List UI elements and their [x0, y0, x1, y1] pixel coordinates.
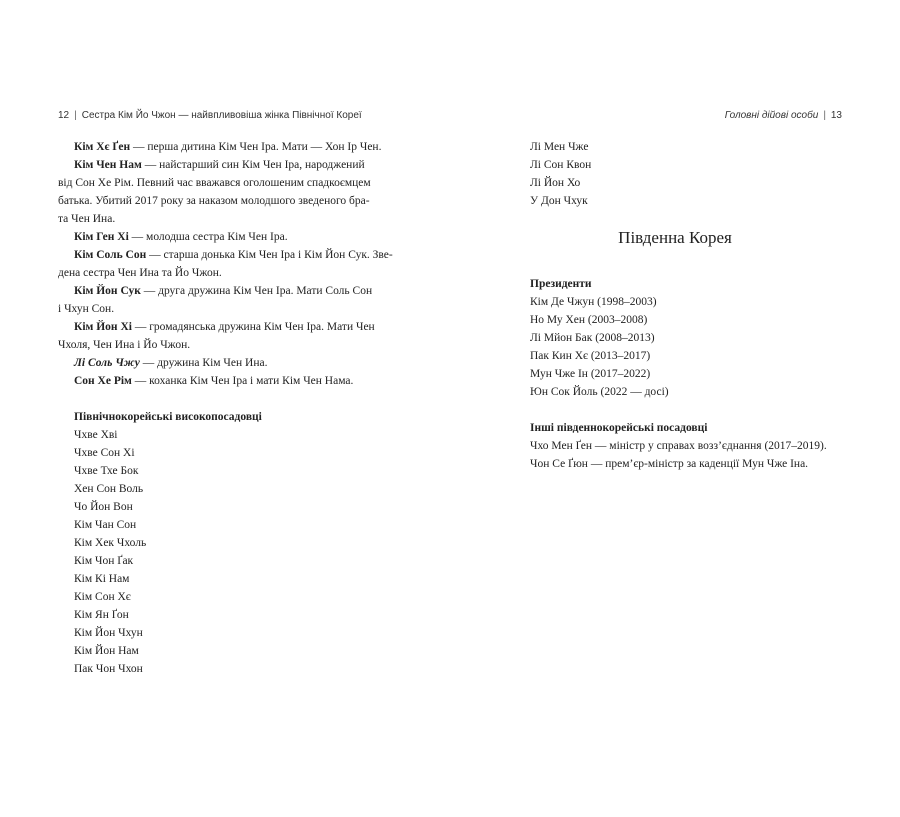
person-name: Кім Хє Ґен: [74, 141, 131, 153]
left-running-head: [58, 110, 362, 122]
person-description: — старша донька Кім Чен Іра і Кім Йон Сук. Зве-: [146, 249, 393, 261]
paragraph-continuation: батька. Убитий 2017 року за наказом молодшого зведеного бра-: [58, 195, 370, 207]
family-entry: [74, 356, 267, 370]
list-item: Чхо Мен Ґен — міністр у справах возз’єднання (2017–2019).: [530, 440, 827, 452]
family-entry: [74, 158, 365, 172]
person-name: Сон Хе Рім: [74, 375, 132, 387]
list-item: Чхве Сон Хі: [74, 447, 135, 459]
list-item: Кім Де Чжун (1998–2003): [530, 296, 657, 308]
person-name: Кім Соль Сон: [74, 249, 147, 261]
person-description: — друга дружина Кім Чен Іра. Мати Соль Сон: [140, 285, 373, 297]
list-item: Лі Йон Хо: [530, 177, 581, 189]
officials-heading: Північнокорейські високопосадовці: [74, 411, 262, 423]
paragraph-continuation: Чхоля, Чен Ина і Йо Чжон.: [58, 339, 191, 351]
chapter-title: Головні дійові особи: [724, 110, 819, 121]
right-page: [450, 0, 900, 817]
list-item: Лі Сон Квон: [530, 159, 592, 171]
list-item: Кім Йон Чхун: [74, 627, 143, 639]
right-running-head: [725, 110, 842, 122]
family-entry: [74, 230, 288, 244]
list-item: Но Му Хен (2003–2008): [530, 314, 648, 326]
list-item: Чхве Хві: [74, 429, 118, 441]
list-item: Кім Кі Нам: [74, 573, 130, 585]
list-item: Пак Чон Чхон: [74, 663, 143, 675]
person-description: — дружина Кім Чен Ина.: [139, 357, 268, 369]
list-item: Лі Мен Чже: [530, 141, 589, 153]
other-officials-heading: Інші південнокорейські посадовці: [530, 422, 708, 434]
person-name: Кім Йон Сук: [74, 285, 141, 297]
family-entry: [74, 320, 375, 334]
person-description: — перша дитина Кім Чен Іра. Мати — Хон Ір Чен.: [130, 141, 382, 153]
person-name: Лі Соль Чжу: [74, 357, 140, 369]
list-item: Хен Сон Воль: [74, 483, 144, 495]
running-head-separator: |: [823, 110, 826, 121]
running-head-separator: |: [74, 110, 77, 121]
person-name: Кім Чен Нам: [74, 159, 142, 171]
book-title: Сестра Кім Йо Чжон — найвпливовіша жінка Північної Кореї: [81, 110, 362, 121]
family-entry: [74, 140, 381, 154]
family-entry: [74, 374, 353, 388]
section-title: Південна Корея: [618, 228, 732, 247]
paragraph-continuation: від Сон Хе Рім. Певний час вважався оголошеним спадкоємцем: [58, 177, 371, 189]
list-item: Пак Кин Хє (2013–2017): [530, 350, 651, 362]
left-page-number: 12: [58, 110, 70, 121]
person-description: — молодша сестра Кім Чен Іра.: [128, 231, 288, 243]
list-item: Чо Йон Вон: [74, 501, 133, 513]
list-item: Кім Чон Ґак: [74, 555, 134, 567]
list-item: Кім Чан Сон: [74, 519, 137, 531]
list-item: Кім Ян Ґон: [74, 609, 129, 621]
list-item: Лі Мйон Бак (2008–2013): [530, 332, 655, 344]
person-description: — найстарший син Кім Чен Іра, народжений: [141, 159, 365, 171]
list-item: Кім Йон Нам: [74, 645, 139, 657]
list-item: Чхве Тхе Бок: [74, 465, 139, 477]
list-item: Чон Се Ґюн — прем’єр-міністр за каденції Мун Чже Іна.: [530, 458, 809, 470]
person-description: — громадянська дружина Кім Чен Іра. Мати Чен: [131, 321, 375, 333]
list-item: Мун Чже Ін (2017–2022): [530, 368, 651, 380]
list-item: Юн Сок Йоль (2022 — досі): [530, 386, 669, 398]
family-entry: [74, 284, 372, 298]
family-entry: [74, 248, 393, 262]
person-name: Кім Йон Хі: [74, 321, 132, 333]
paragraph-continuation: та Чен Ина.: [58, 213, 116, 225]
presidents-heading: Президенти: [530, 278, 592, 290]
list-item: Кім Сон Хє: [74, 591, 131, 603]
person-name: Кім Ген Хі: [74, 231, 129, 243]
paragraph-continuation: і Чхун Сон.: [58, 303, 115, 315]
right-page-number: 13: [830, 110, 842, 121]
paragraph-continuation: дена сестра Чен Ина та Йо Чжон.: [58, 267, 222, 279]
list-item: Кім Хек Чхоль: [74, 537, 147, 549]
list-item: У Дон Чхук: [530, 195, 588, 207]
person-description: — коханка Кім Чен Іра і мати Кім Чен Нама.: [131, 375, 354, 387]
